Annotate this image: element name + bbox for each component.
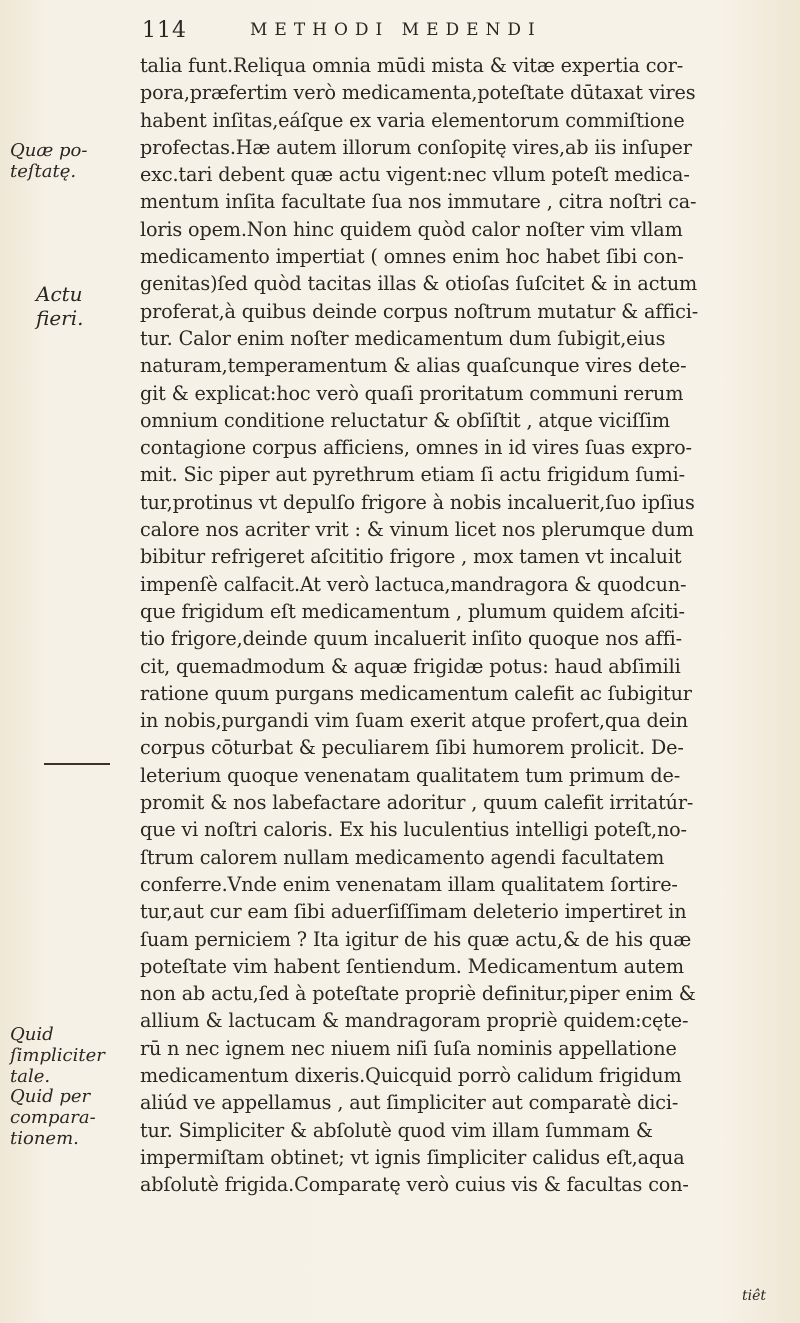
main-text-block [140, 52, 780, 1198]
text-line: profectas.Hæ autem illorum conſopitę vires,ab iis inſuper [140, 135, 692, 159]
margin-note-comparatione: Quid per compara-tionem. [10, 1086, 96, 1149]
text-line: promit & nos labefactare adoritur , quum calefit irritatúr- [140, 791, 694, 815]
text-line: git & explicat:hoc verò quaſi proritatum communi rerum [140, 381, 684, 405]
running-head: METHODI MEDENDI [250, 20, 542, 40]
text-line: pora,præfertim verò medicamenta,poteſtate dūtaxat vires [140, 81, 696, 105]
page-header [120, 18, 760, 52]
margin-note-simpliciter: Quid ſimpliciter tale. [10, 1024, 105, 1087]
text-line: medicamentum dixeris.Quicquid porrò calidum frigidum [140, 1063, 682, 1087]
text-line: in nobis,purgandi vim ſuam exerit atque profert,qua dein [140, 709, 688, 733]
text-line: talia funt.Reliqua omnia mūdi mista & vitæ expertia cor- [140, 54, 684, 77]
text-line: tur,protinus vt depulſo frigore à nobis incaluerit,ſuo ipſius [140, 490, 695, 514]
margin-rule [44, 763, 110, 765]
text-line: bibitur refrigeret aſcititio frigore , mox tamen vt incaluit [140, 545, 682, 569]
text-line: leterium quoque venenatam qualitatem tum primum de- [140, 763, 681, 787]
margin-note-potestate: Quæ po-teſtatę. [10, 140, 88, 182]
text-line: exc.tari debent quæ actu vigent:nec vllum poteſt medica- [140, 163, 690, 187]
text-line: impenſè calfacit.At verò lactuca,mandragora & quodcun- [140, 572, 687, 596]
text-line: naturam,temperamentum & alias quaſcunque vires dete- [140, 354, 687, 378]
text-line: medicamento impertiat ( omnes enim hoc habet ſibi con- [140, 245, 684, 269]
text-line: contagione corpus afficiens, omnes in id vires ſuas expro- [140, 436, 692, 460]
text-line: habent inſitas,eáſque ex varia elementorum commiſtione [140, 108, 685, 132]
text-line: loris opem.Non hinc quidem quòd calor noſter vim vllam [140, 217, 683, 241]
catchword: tiêt [742, 1288, 767, 1304]
text-line: corpus cōturbat & peculiarem ſibi humorem prolicit. De- [140, 736, 684, 760]
text-line: cit, quemadmodum & aquæ frigidæ potus: haud abſimili [140, 654, 681, 678]
text-line: proferat,à quibus deinde corpus noſtrum mutatur & affici- [140, 299, 699, 323]
text-line: omnium conditione reluctatur & obſiſtit , atque viciſſim [140, 408, 670, 432]
page-number: 114 [142, 18, 187, 43]
text-line: mentum inſita facultate ſua nos immutare , citra noſtri ca- [140, 190, 697, 214]
text-line: ſtrum calorem nullam medicamento agendi facultatem [140, 845, 665, 869]
text-line: calore nos acriter vrit : & vinum licet nos plerumque dum [140, 518, 694, 542]
text-line: tur,aut cur eam ſibi aduerſiſſimam deleterio impertiret in [140, 900, 687, 924]
text-line: tur. Simpliciter & abſolutè quod vim illam ſummam & [140, 1118, 653, 1142]
text-line: abſolutè frigida.Comparatę verò cuius vis & facultas con- [140, 1173, 689, 1197]
text-line: impermiſtam obtinet; vt ignis ſimpliciter calidus eſt,aqua [140, 1145, 685, 1169]
text-line: conferre.Vnde enim venenatam illam qualitatem ſortire- [140, 872, 678, 896]
text-line: ratione quum purgans medicamentum calefit ac ſubigitur [140, 681, 692, 705]
margin-note-actu: Actu fieri. [36, 282, 84, 330]
text-line: poteſtate vim habent ſentiendum. Medicamentum autem [140, 954, 684, 978]
text-line: que vi noſtri caloris. Ex his luculentius intelligi poteſt,no- [140, 818, 687, 842]
text-line: rū n nec ignem nec niuem niſi ſuſa nominis appellatione [140, 1036, 677, 1060]
text-line: que frigidum eſt medicamentum , plumum quidem aſciti- [140, 599, 685, 623]
text-line: mit. Sic piper aut pyrethrum etiam ſi actu frigidum ſumi- [140, 463, 685, 487]
text-line: allium & lactucam & mandragoram propriè quidem:cęte- [140, 1009, 689, 1033]
text-line: tio frigore,deinde quum incaluerit inſito quoque nos affi- [140, 627, 682, 651]
text-line: genitas)ſed quòd tacitas illas & otioſas ſuſcitet & in actum [140, 272, 698, 296]
text-line: non ab actu,ſed à poteſtate propriè definitur,piper enim & [140, 982, 696, 1006]
text-line: aliúd ve appellamus , aut ſimpliciter aut comparatè dici- [140, 1091, 679, 1115]
text-line: tur. Calor enim noſter medicamentum dum ſubigit,eius [140, 326, 666, 350]
text-line: ſuam perniciem ? Ita igitur de his quæ actu,& de his quæ [140, 927, 692, 951]
